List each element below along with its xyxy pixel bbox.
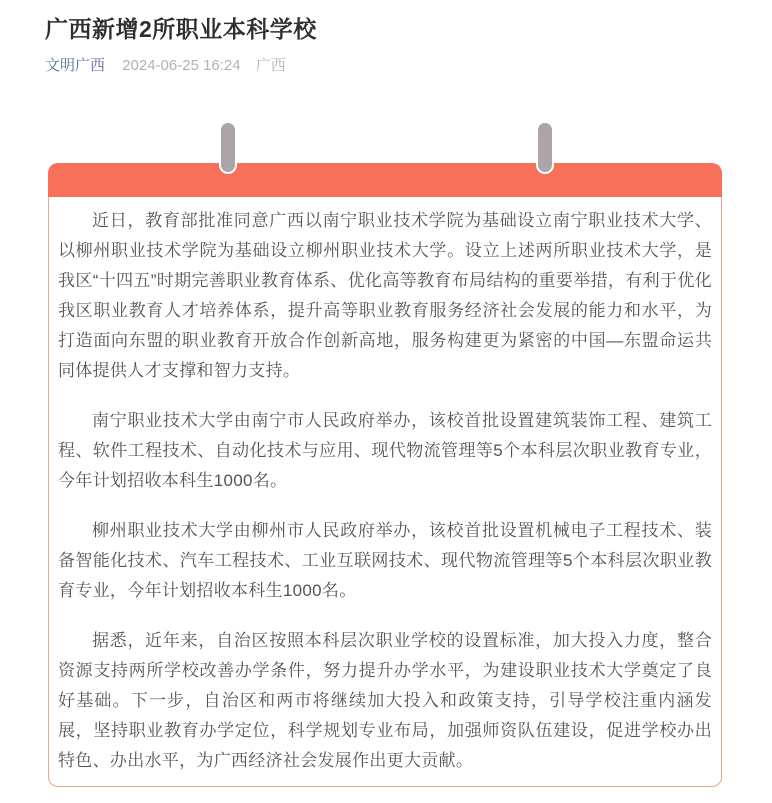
- publish-time: 2024-06-25 16:24: [122, 57, 241, 74]
- page-title: 广西新增2所职业本科学校: [45, 16, 317, 42]
- publish-location: 广西: [255, 57, 286, 74]
- account-link[interactable]: 文明广西: [45, 57, 106, 74]
- paragraph: 柳州职业技术大学由柳州市人民政府举办，该校首批设置机械电子工程技术、装备智能化技术、汽车工程技术、工业互联网技术、现代物流管理等5个本科层次职业教育专业，今年计划招收本科生1000名。: [58, 521, 712, 600]
- card-body: [48, 197, 722, 787]
- byline: [45, 56, 297, 76]
- card-header-strip: [48, 163, 722, 197]
- pin-left-icon: [219, 121, 237, 174]
- pin-right-icon: [536, 121, 554, 174]
- paragraph: 近日，教育部批准同意广西以南宁职业技术学院为基础设立南宁职业技术大学、以柳州职业技术学院为基础设立柳州职业技术大学。设立上述两所职业技术大学，是我区“十四五”时期完善职业教育体系、优化高等教育布局结构的重要举措，有利于优化我区职业教育人才培养体系，提升高等职业教育服务经济社会发展的能力和水平，为打造面向东盟的职业教育开放合作创新高地，服务构建更为紧密的中国—东盟命运共同体提供人才支撑和智力支持。: [58, 211, 712, 380]
- paragraph: 南宁职业技术大学由南宁市人民政府举办，该校首批设置建筑装饰工程、建筑工程、软件工程技术、自动化技术与应用、现代物流管理等5个本科层次职业教育专业，今年计划招收本科生1000名。: [58, 411, 712, 490]
- article-card: [48, 163, 722, 787]
- paragraph: 据悉，近年来，自治区按照本科层次职业学校的设置标准，加大投入力度，整合资源支持两所学校改善办学条件，努力提升办学水平，为建设职业技术大学奠定了良好基础。下一步，自治区和两市将继续加大投入和政策支持，引导学校注重内涵发展，坚持职业教育办学定位，科学规划专业布局，加强师资队伍建设，促进学校办出特色、办出水平，为广西经济社会发展作出更大贡献。: [58, 631, 712, 770]
